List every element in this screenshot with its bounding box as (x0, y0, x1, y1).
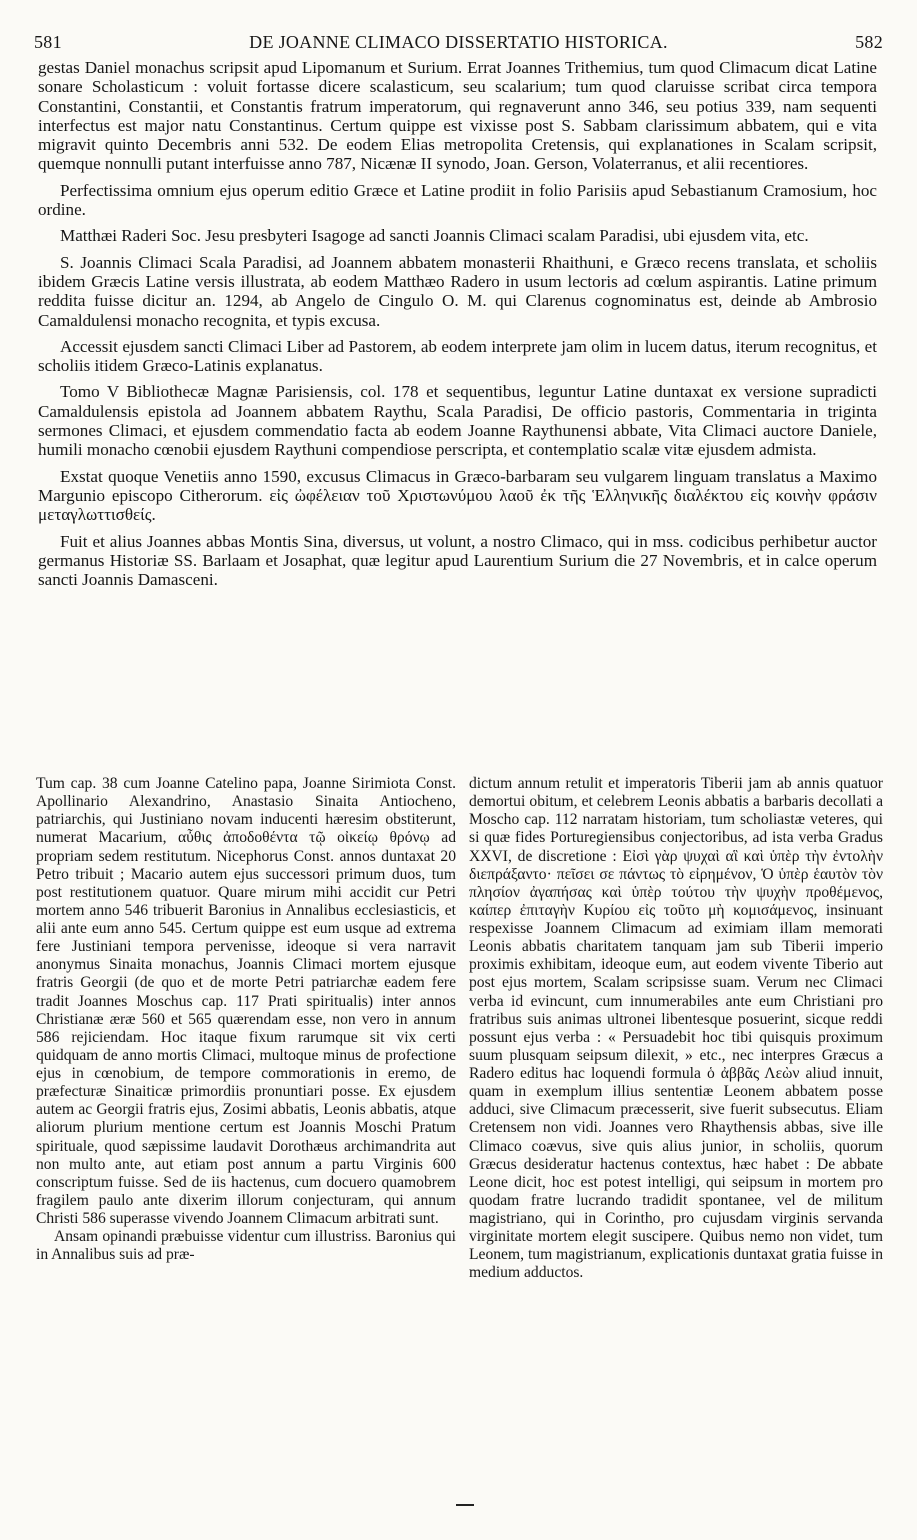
column-paragraph: dictum annum retulit et imperatoris Tiberii jam ab annis quatuor demortui obitum, et celebrem Leonis abbatis a barbaris decollati a Moscho cap. 112 narratam historiam, tum scholiastæ veteres, qui si quæ fides Porturegiensibus conjectoribus, ad ista verba Gradus XXVI, de discretione : Εἰσὶ γὰρ ψυχαὶ αἳ καὶ ὑπὲρ τὴν ἐντολὴν διεπράξαντο· πεῖσει σε πάντως τὸ εἰρημένον, Ὁ ὑπὲρ ἑαυτὸν τὸν πλησίον ἀγαπήσας καὶ ὑπὲρ τούτου τὴν ψυχὴν προθέμενος, καίπερ ἐπιταγὴν Κυρίου εἰς τοῦτο μὴ κομισάμενος, insinuant respexisse Joannem Climacum ad eximiam illam memorati Leonis abbatis charitatem tanquam jam sub Tiberii imperio proximis exhibitam, ideoque eum, aut eodem vivente Tiberio aut post ejus mortem, Scalam scripsisse suam. Verum nec Climaci verba id evincunt, cum innumerabiles ante eum Christiani pro fratribus suis animas ultronei libentesque posuerint, sicque reddi possunt ejus verba : « Persuadebit hoc tibi quisquis proximum suum plusquam seipsum dilexit, » etc., nec interpres Græcus a Radero editus hac loquendi formula ὁ ἀββᾶς Λεὼν aliud innuit, quam in exemplum illius sententiæ Leonem abbatem posse adduci, sive Climacum præcesserit, sive fuerit subsecutus. Eliam Cretensem non vidi. Joannes vero Rhaythensis abbas, sive ille Climaco coævus, sive quis alius junior, in scholiis, quorum Græcus desideratur hactenus contextus, hæc habet : De abbate Leone dicit, hoc est potest intelligi, qui seipsum in mortem pro quodam fratre lucrando tradidit spontanee, vel de militum magistriano, qui in Corintho, pro cujusdam virginis servanda virginitate mortem elegit suscipere. Quibus nemo non videt, tum Leonem, tum magistrianum, explicationis duntaxat gratia fuisse in medium adductos. (469, 775, 883, 1282)
page-number-left: 581 (34, 32, 62, 52)
paragraph: Perfectissima omnium ejus operum editio Græce et Latine prodiit in folio Parisiis apud Sebastianum Cramosium, hoc ordine. (38, 180, 877, 220)
right-column (469, 775, 883, 1283)
page-end-rule (456, 1504, 474, 1506)
column-paragraph: Ansam opinandi præbuisse videntur cum illustriss. Baronius qui in Annalibus suis ad præ- (36, 1228, 456, 1264)
paragraph: Exstat quoque Venetiis anno 1590, excusus Climacus in Græco-barbaram seu vulgarem linguam translatus a Maximo Margunio episcopo Citherorum. εἰς ὠφέλειαν τοῦ Χριστωνύμου λαοῦ ἐκ τῆς Ἑλληνικῆς διαλέκτου εἰς κοινὴν φράσιν μεταγλωττισθείς. (38, 466, 877, 525)
page-number-right: 582 (855, 32, 883, 52)
left-column (36, 775, 456, 1264)
paragraph: Fuit et alius Joannes abbas Montis Sina, diversus, ut volunt, a nostro Climaco, qui in mss. codicibus perhibetur auctor germanus Historiæ SS. Barlaam et Josaphat, quæ legitur apud Laurentium Surium die 27 Novembris, et in calce operum sancti Joannis Damasceni. (38, 531, 877, 590)
paragraph: Tomo V Bibliothecæ Magnæ Parisiensis, col. 178 et sequentibus, leguntur Latine duntaxat ex versione supradicti Camaldulensis epistola ad Joannem abbatem Raythu, Scala Paradisi, De officio pastoris, Commentaria in triginta sermones Climaci, et ejusdem commendatio facta ab eodem Joanne Raythunensi abbate, Vita Climaci auctore Daniele, humili monacho cœnobii ejusdem Raythuni compendiose perscripta, et contemplatio scalæ vitæ ejusdem admista. (38, 382, 877, 460)
column-paragraph: Tum cap. 38 cum Joanne Catelino papa, Joanne Sirimiota Const. Apollinario Alexandrino, Anastasio Sinaita Antiocheno, patriarchis, qui Justiniano novam inducenti hæresim obstiterunt, numerat Macarium, αὖθις ἀποδοθέντα τῷ οἰκείῳ θρόνῳ ad propriam sedem restitutum. Nicephorus Const. annos duntaxat 20 Petro tribuit ; Macario autem ejus successori primum duos, tum post restitutionem quatuor. Quare mirum mihi accidit cur Petri mortem anno 546 tribuerit Baronius in Annalibus ecclesiasticis, et alii ante eum anno 545. Certum quippe est eum usque ad extrema fere Justiniani tempora pervenisse, ideoque si vera narravit anonymus Sinaita monachus, Joannis Climaci mortem ejusque fratris Georgii (de quo et de morte Petri patriarchæ eadem fere tradit Joannes Moschus cap. 117 Prati spiritualis) inter annos Christianæ æræ 560 et 565 quærendam esse, non vero in annum 586 rejiciendam. Hoc itaque fixum rarumque sit vix certi quidquam de anno mortis Climaci, multoque minus de profectione ejus in cœnobium, de tempore commorationis in eremo, de præfecturæ Sinaiticæ primordiis pronuntiari posse. Ex ejusdem autem ac Georgii fratris ejus, Zosimi abbatis, Leonis abbatis, atque aliorum plurium mentione certum est Joannis Moschi Pratum spirituale, quod sæpissime laudavit Dorothæus archimandrita aut non multo ante, aut etiam post annum a partu Virginis 600 conscriptum fuisse. Sed de iis hactenus, cum docuero quamobrem fragilem paulo ante dixerim illorum conjecturam, qui annum Christi 586 superasse vivendo Joannem Climacum arbitrati sunt. (36, 775, 456, 1227)
paragraph: S. Joannis Climaci Scala Paradisi, ad Joannem abbatem monasterii Rhaithuni, e Græco recens translata, et scholiis ibidem Græcis Latine versis illustrata, ab eodem Matthæo Radero in usum lectoris ad cœlum aspirantis. Latine primum reddita fuisse dicitur an. 1294, ab Angelo de Cingulo O. M. qui Clarenus cognominatus est, deinde ab Ambrosio Camaldulensi monacho recognita, et typis excusa. (38, 252, 877, 330)
page-header (34, 32, 883, 56)
paragraph: gestas Daniel monachus scripsit apud Lipomanum et Surium. Errat Joannes Trithemius, tum quod Climacum dicat Latine sonare Scholasticum : voluit fortasse dicere scalasticum, seu scalarium; tum quod claruisse scribat circa tempora Constantini, Constantii, et Constantis fratrum imperatorum, qui regnaverunt anno 346, seu potius 339, nam sequenti interfectus est major natu Constantinus. Certum quippe est vixisse post S. Sabbam clarissimum abbatem, qui e vita migravit quinto Decembris anni 532. De eodem Elias metropolita Cretensis, qui explanationes in Scalam scripsit, quemque nonnulli putant interfuisse anno 787, Nicænæ II synodo, Joan. Gerson, Volaterranus, et alii recentiores. (38, 58, 877, 174)
paragraph: Matthæi Raderi Soc. Jesu presbyteri Isagoge ad sancti Joannis Climaci scalam Paradisi, ubi ejusdem vita, etc. (60, 226, 809, 246)
running-title: DE JOANNE CLIMACO DISSERTATIO HISTORICA. (249, 32, 668, 52)
footnote-columns (36, 775, 883, 1475)
main-text (38, 58, 877, 596)
paragraph: Accessit ejusdem sancti Climaci Liber ad Pastorem, ab eodem interprete jam olim in lucem datus, iterum recognitus, et scholiis itidem Græco-Latinis explanatus. (38, 336, 877, 376)
